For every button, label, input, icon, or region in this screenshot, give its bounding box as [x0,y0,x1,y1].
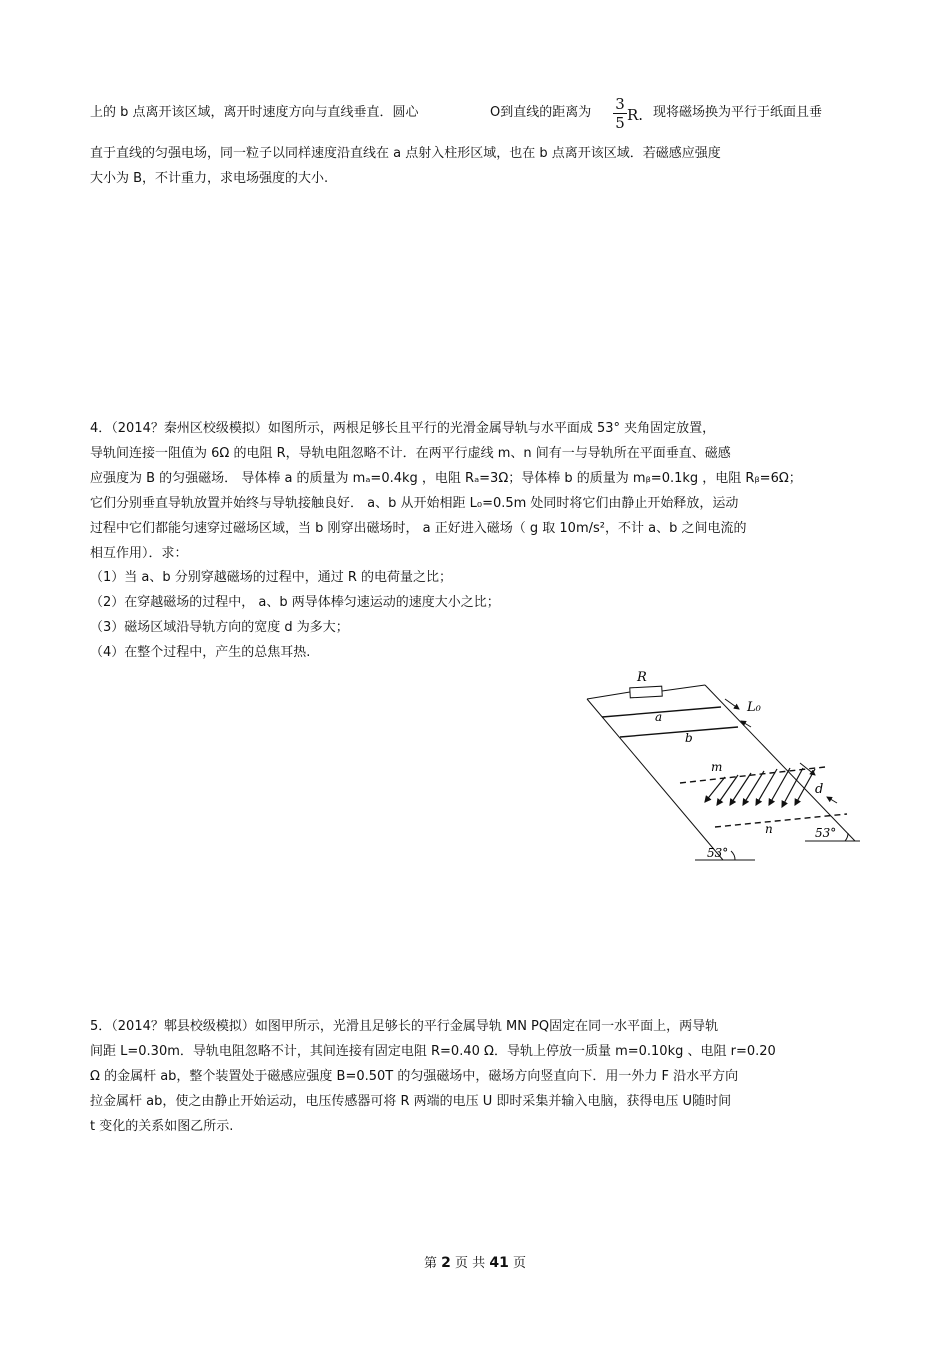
left-angle-arc [731,851,735,860]
footer-page-number: 2 [441,1255,451,1271]
section3-line1-part3: 现将磁场换为平行于纸面且垂 [653,105,823,120]
label-n: n [765,822,773,836]
fraction-denominator: 5 [615,114,625,132]
right-rail [705,685,855,841]
label-m: m [711,760,723,774]
page-footer [0,1252,950,1271]
problem4-line: 它们分别垂直导轨放置并始终与导轨接触良好． a、b 从开始相距 L₀=0.5m 处同时将它们由静止开始释放，运动 [90,496,739,511]
problem5-line: 间距 L=0.30m．导轨电阻忽略不计，其间连接有固定电阻 R=0.40 Ω．导轨上停放一质量 m=0.10kg 、电阻 r=0.20 [90,1044,776,1059]
label-angle-left: 53° [707,846,729,860]
label-d: d [815,782,824,797]
section3-line1-part1: 上的 b 点离开该区域，离开时速度方向与直线垂直．圆心 [90,105,419,120]
problem4-line: 相互作用）．求： [90,546,188,561]
footer-total-pages: 41 [489,1255,509,1271]
problem5-line: 拉金属杆 ab，使之由静止开始运动，电压传感器可将 R 两端的电压 U 即时采集并输入电脑，获得电压 U随时间 [90,1094,732,1109]
resistor [630,686,662,698]
problem5-line: t 变化的关系如图乙所示. [90,1119,234,1134]
fraction-variable: R. [627,106,644,124]
field-arrow [756,769,777,805]
problem4-line: 导轨间连接一阻值为 6Ω 的电阻 R，导轨电阻忽略不计．在两平行虚线 m、n 间有一与导轨所在平面垂直、磁感 [90,446,731,461]
problem5-line: Ω 的金属杆 ab，整个装置处于磁感应强度 B=0.50T 的匀强磁场中，磁场方向竖直向下．用一外力 F 沿水平方向 [90,1069,739,1084]
label-R: R [637,670,647,685]
footer-middle: 页 共 [450,1256,490,1271]
footer-prefix: 第 [424,1256,442,1271]
problem4-question: （2）在穿越磁场的过程中， a、b 两导体棒匀速运动的速度大小之比； [90,595,500,610]
problem4-line: 过程中它们都能匀速穿过磁场区域，当 b 刚穿出磁场时， a 正好进入磁场（ g 取 10m/s²，不计 a、b 之间电流的 [90,521,747,536]
fraction-numerator: 3 [615,95,625,113]
field-arrow [782,768,803,807]
field-arrow [795,769,815,805]
section3-line1-part2: O到直线的距离为 [490,105,592,120]
inclined-rails-figure [575,665,865,870]
fraction-three-fifths [613,96,627,131]
problem4-question: （3）磁场区域沿导轨方向的宽度 d 为多大； [90,620,349,635]
top-wire-right [662,685,705,691]
field-arrow [769,768,790,805]
d-arrow-bottom [827,797,837,803]
problem4-question: （4）在整个过程中，产生的总焦耳热. [90,645,311,660]
section3-line3: 大小为 B，不计重力，求电场强度的大小. [90,171,329,186]
right-angle-arc [845,833,848,841]
label-a: a [655,710,663,724]
top-wire-left [587,692,630,699]
rod-b [620,727,738,737]
problem4-question: （1）当 a、b 分别穿越磁场的过程中，通过 R 的电荷量之比； [90,570,453,585]
label-angle-right: 53° [815,826,837,840]
dashed-line-m [680,767,825,783]
problem5-line: 5．（2014？郫县校级模拟）如图甲所示，光滑且足够长的平行金属导轨 MN PQ固定在同一水平面上，两导轨 [90,1019,719,1034]
field-arrow [717,775,738,805]
footer-suffix: 页 [508,1256,526,1271]
section3-line2: 直于直线的匀强电场，同一粒子以同样速度沿直线在 a 点射入柱形区域，也在 b 点离开该区域．若磁感应强度 [90,146,721,161]
label-L0: L₀ [747,700,761,715]
field-arrow [743,771,764,805]
problem4-line: 4．（2014？秦州区校级模拟）如图所示，两根足够长且平行的光滑金属导轨与水平面成 53° 夹角固定放置， [90,421,716,436]
problem4-line: 应强度为 B 的匀强磁场． 导体棒 a 的质量为 mₐ=0.4kg ，电阻 Rₐ=3Ω；导体棒 b 的质量为 mᵦ=0.1kg ，电阻 Rᵦ=6Ω； [90,471,802,486]
label-b: b [685,731,693,745]
